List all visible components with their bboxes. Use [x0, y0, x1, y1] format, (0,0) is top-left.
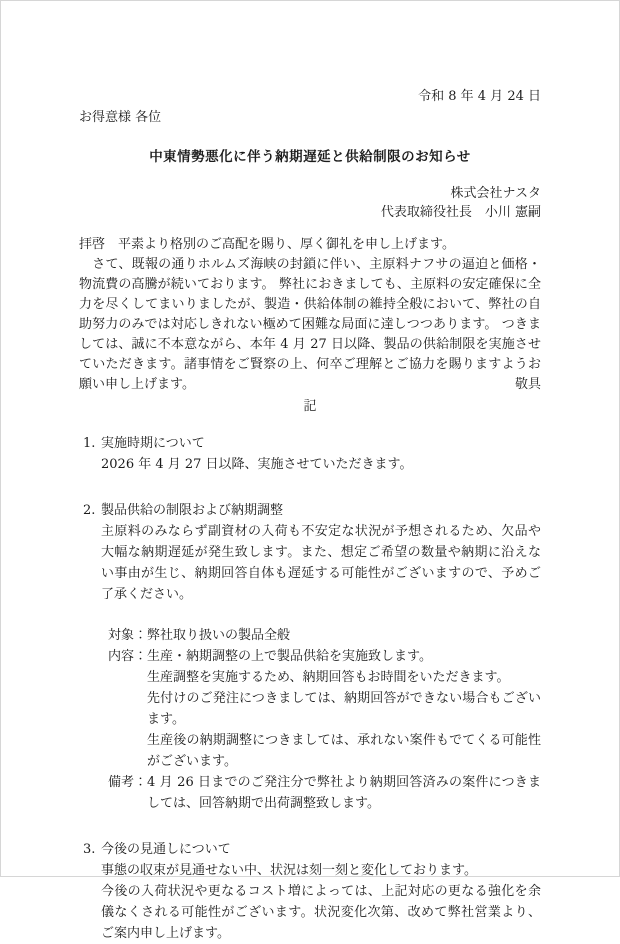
detail-lines [147, 646, 541, 772]
detail-line: 生産後の納期調整につきましては、承れない案件もでてくる可能性がございます。 [147, 733, 541, 769]
detail-label: 対象： [108, 628, 148, 643]
detail-line: 生産調整を実施するため、納期回答もお時間をいただきます。 [147, 670, 510, 685]
section-number: 1. [83, 436, 96, 451]
section-heading [83, 433, 541, 454]
section-future-outlook [83, 839, 541, 944]
detail-line: 先付けのご発注につきましては、納期回答ができない場合もございます。 [147, 691, 541, 727]
document-date: 令和 8 年 4 月 24 日 [418, 89, 541, 104]
detail-line: 弊社取り扱いの製品全般 [147, 628, 291, 643]
section-heading [83, 839, 541, 860]
closing-word: 敬具 [514, 377, 541, 392]
opening-paragraph [79, 235, 541, 395]
section-number: 3. [83, 842, 96, 857]
section-body: 2026 年 4 月 27 日以降、実施させていただきます。 [101, 457, 413, 472]
detail-content-row [108, 646, 541, 772]
section-number: 2. [83, 503, 96, 518]
section-body-line: 事態の収束が見通せない中、状況は刻一刻と変化しております。 [101, 863, 477, 878]
section-supply-restriction [83, 500, 541, 814]
section-title: 実施時期について [101, 436, 205, 451]
detail-target-row [108, 625, 541, 646]
sender-block [79, 184, 541, 222]
detail-lines [147, 772, 541, 814]
signer-name: 代表取締役社長 小川 憲嗣 [380, 205, 541, 220]
notice-marker: 記 [303, 399, 317, 414]
section-title: 今後の見通しについて [101, 842, 231, 857]
detail-line: 生産・納期調整の上で製品供給を実施致します。 [147, 649, 432, 664]
section-heading [83, 500, 541, 521]
body-text: さて、既報の通りホルムズ海峡の封鎖に伴い、主原料ナフサの逼迫と価格・物流費の高騰が続いております。 弊社におきましても、主原料の安定確保に全力を尽くしてまいりましたが、製造・供給体制の維持全般において、弊社の自助努力のみでは対応しきれない極めて困難な局面に達しつつあります。 つきましては、誠に不本意ながら、本年 4 月 27 日以降、製品の供給制限を実施させていただきます。諸事情をご賢察の上、何卒ご理解とご協力を賜りますようお願い申し上げます。 [79, 257, 541, 392]
section-title: 製品供給の制限および納期調整 [101, 503, 284, 518]
section-body: 主原料のみならず副資材の入荷も不安定な状況が予想されるため、欠品や大幅な納期遅延が発生致します。また、想定ご希望の数量や納期に沿えない事由が生じ、納期回答自体も遅延する可能性がございますので、予めご了承ください。 [101, 524, 541, 602]
section-list [79, 433, 541, 944]
greeting-line: 拝啓 平素より格別のご高配を賜り、厚く御礼を申し上げます。 [79, 237, 455, 252]
section-body-line: 今後の入荷状況や更なるコスト増によっては、上記対応の更なる強化を余儀なくされる可能性がございます。状況変化次第、改めて弊社営業より、ご案内申し上げます。 [101, 884, 541, 941]
detail-label: 備考： [108, 775, 148, 790]
section-body [101, 860, 541, 944]
section-implementation-period [83, 433, 541, 475]
company-name: 株式会社ナスタ [450, 186, 541, 201]
detail-lines [147, 625, 541, 646]
detail-list [108, 625, 541, 814]
detail-label: 内容： [108, 649, 148, 664]
detail-note-row [108, 772, 541, 814]
detail-line: 4 月 26 日までのご発注分で弊社より納期回答済みの案件につきましては、回答納期で出荷調整致します。 [147, 775, 541, 811]
document-title: 中東情勢悪化に伴う納期遅延と供給制限のお知らせ [149, 149, 471, 165]
recipient: お得意様 各位 [79, 110, 162, 125]
